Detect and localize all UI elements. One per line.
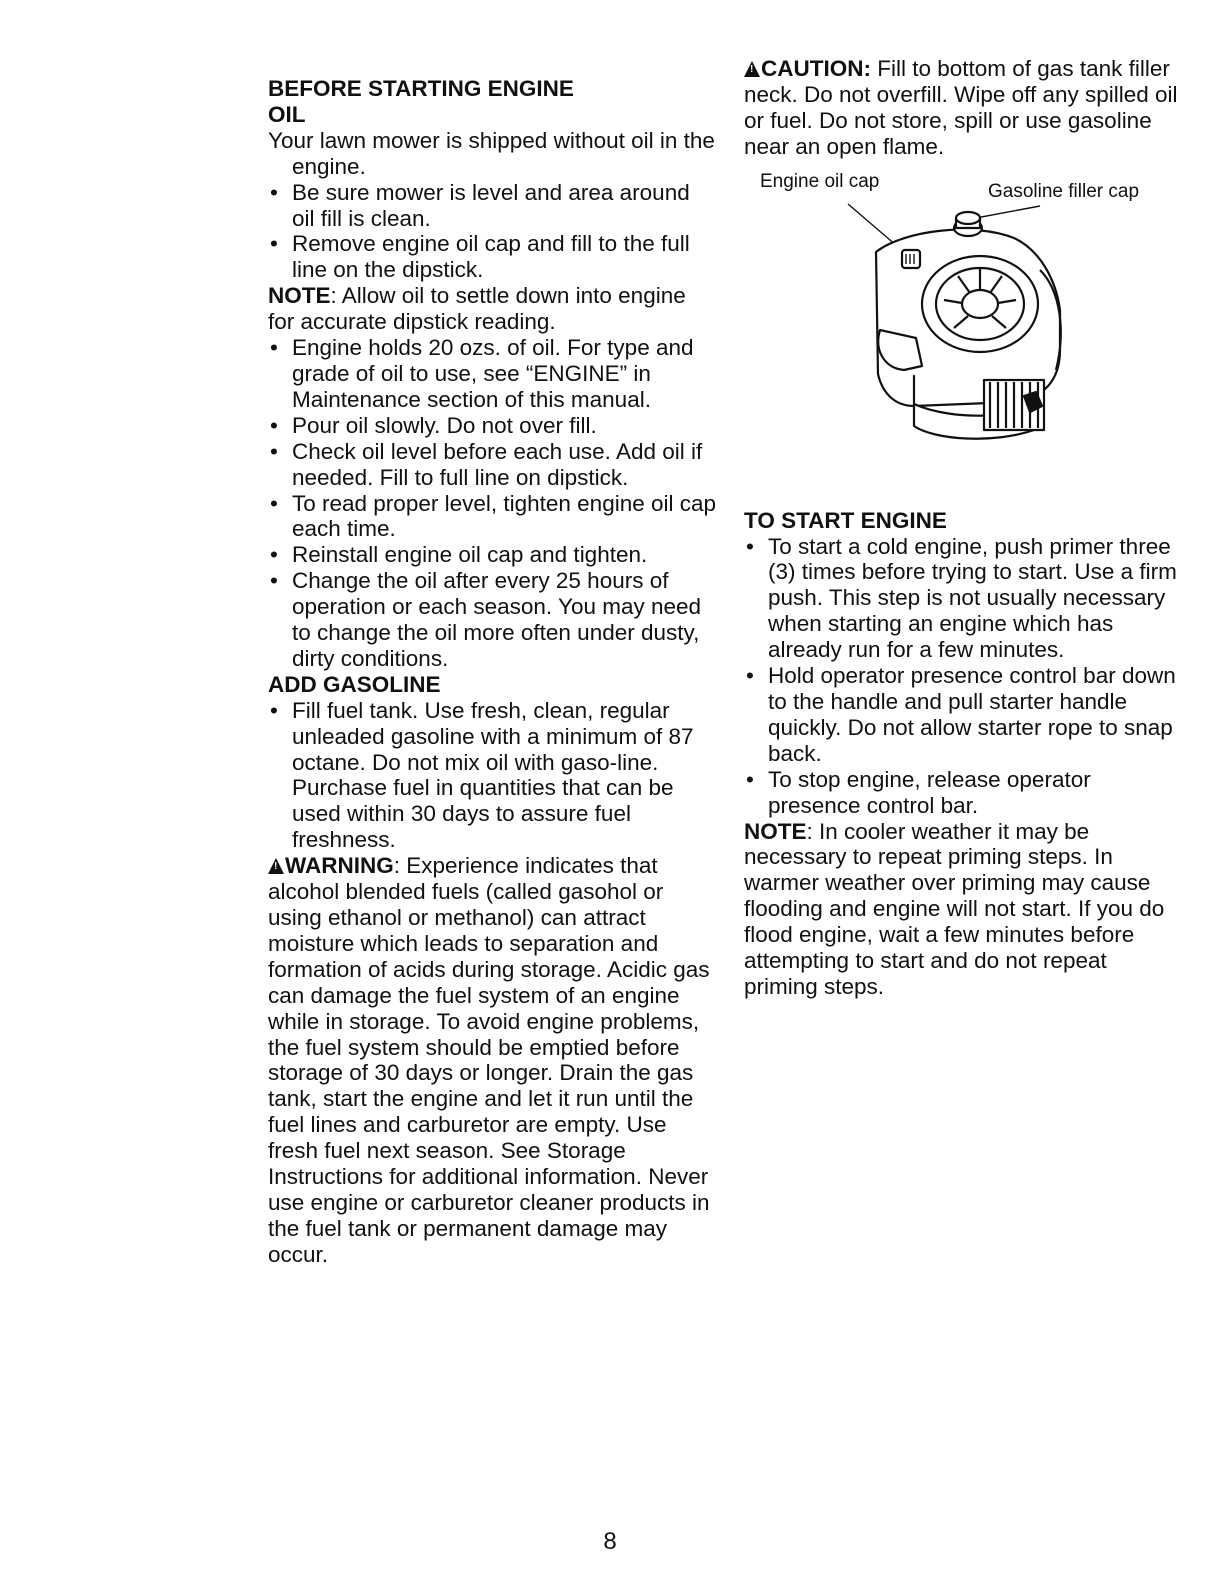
caution-paragraph (744, 56, 1184, 160)
note-text: : Allow oil to settle down into engine for accurate dipstick reading. (268, 283, 686, 335)
warning-paragraph (268, 853, 718, 1268)
list-item: • To start a cold engine, push primer three (3) times before trying to start. Use a firm push. This step is not usually necessary when starting an engine which has already run for a few minutes. (746, 533, 1177, 663)
list-item: • Reinstall engine oil cap and tighten. (270, 542, 648, 568)
engine-illustration (744, 160, 1184, 508)
subheading-oil: OIL (268, 101, 306, 127)
list-item: • Be sure mower is level and area around oil fill is clean. (270, 179, 690, 231)
warning-text: : Experience indicates that alcohol blended fuels (called gasohol or using ethanol or methanol) can attract moisture which leads to separation and formation of acids during storage. Acidic gas can damage the fuel system of an engine while in storage. To avoid engine problems, the fuel system should be emptied before storage of 30 days or longer. Drain the gas tank, start the engine and let it run until the fuel lines and carburetor are empty. Use fresh fuel next season. See Storage Instructions for additional information. Never use engine or carburetor cleaner products in the fuel tank or permanent damage may occur. (268, 853, 710, 1267)
bullet-icon: • (746, 766, 754, 792)
left-column (268, 76, 718, 1268)
bullet-icon: • (270, 231, 278, 257)
section-heading-to-start-engine: TO START ENGINE (744, 507, 947, 533)
caution-label: CAUTION: (761, 56, 871, 81)
engine-figure (744, 160, 1184, 508)
subheading-add-gasoline: ADD GASOLINE (268, 671, 441, 697)
note-text: : In cooler weather it may be necessary to repeat priming steps. In warmer weather over priming may cause flooding and engine will not start. If you do flood engine, wait a few minutes before attempting to start and do not repeat priming steps. (744, 818, 1165, 999)
bullet-icon: • (746, 663, 754, 689)
start-note (744, 819, 1184, 1000)
page-number: 8 (603, 1528, 617, 1555)
oil-bullet-list-2 (268, 335, 718, 672)
right-column (744, 56, 1184, 1000)
note-label: NOTE (268, 283, 331, 309)
gas-bullet-list (268, 698, 718, 853)
bullet-icon: • (270, 568, 278, 594)
caution-text: Fill to bottom of gas tank filler neck. Do not overfill. Wipe off any spilled oil or fuel. Do not store, spill or use gasoline near an open flame. (744, 56, 1178, 159)
bullet-icon: • (270, 335, 278, 361)
list-item: • Pour oil slowly. Do not over fill. (270, 412, 597, 438)
oil-bullet-list-1 (268, 180, 718, 284)
list-item: • Change the oil after every 25 hours of operation or each season. You may need to change the oil more often under dusty, dirty conditions. (270, 568, 702, 671)
list-item: • To read proper level, tighten engine oil cap each time. (270, 490, 717, 542)
section-heading-before-starting: BEFORE STARTING ENGINE (268, 76, 574, 101)
list-item: • Check oil level before each use. Add oil if needed. Fill to full line on dipstick. (270, 438, 703, 490)
list-item: • Hold operator presence control bar down to the handle and pull starter handle quickly. Do not allow starter rope to snap back. (746, 663, 1176, 766)
caution-triangle-icon (744, 61, 760, 77)
oil-note (268, 283, 718, 335)
bullet-icon: • (270, 490, 278, 516)
oil-intro: Your lawn mower is shipped without oil in the engine. (268, 127, 715, 179)
bullet-icon: • (746, 533, 754, 559)
bullet-icon: • (270, 438, 278, 464)
warning-label: WARNING (285, 853, 394, 879)
bullet-icon: • (270, 542, 278, 568)
list-item: • Engine holds 20 ozs. of oil. For type and grade of oil to use, see “ENGINE” in Maintenance section of this manual. (270, 335, 694, 412)
start-bullet-list (744, 534, 1184, 819)
figure-label-oil-cap: Engine oil cap (760, 170, 880, 192)
list-item: • Remove engine oil cap and fill to the full line on the dipstick. (270, 231, 690, 283)
figure-label-gas-cap: Gasoline filler cap (988, 180, 1140, 202)
bullet-icon: • (270, 179, 278, 205)
bullet-icon: • (270, 412, 278, 438)
list-item: • To stop engine, release operator presence control bar. (746, 766, 1091, 818)
bullet-icon: • (270, 697, 278, 723)
note-label: NOTE (744, 818, 807, 844)
list-item: • Fill fuel tank. Use fresh, clean, regular unleaded gasoline with a minimum of 87 octane. Do not mix oil with gaso-line. Purchase fuel in quantities that can be used within 30 days to assure fuel freshness. (270, 697, 694, 853)
warning-triangle-icon (268, 858, 284, 874)
